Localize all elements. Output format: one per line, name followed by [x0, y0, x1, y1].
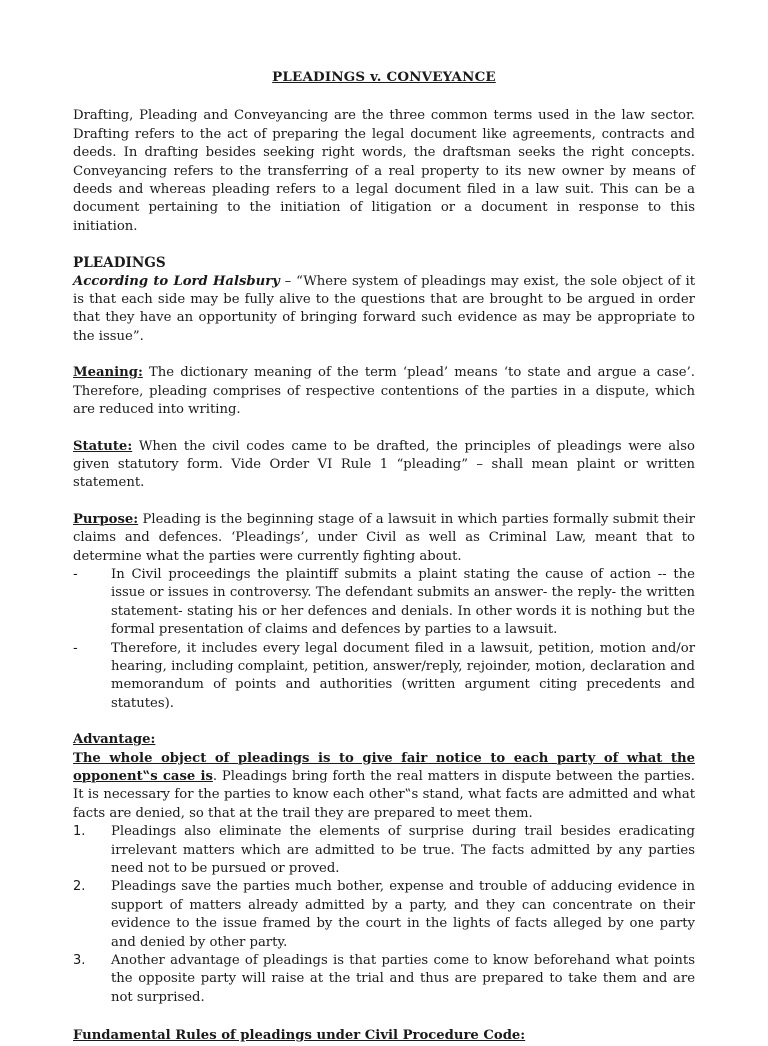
list-number: 1. [73, 824, 86, 840]
advantage-paragraph [73, 750, 695, 824]
advantage-list-item [73, 878, 695, 952]
advantage-heading: Advantage: [73, 732, 156, 748]
intro-paragraph: Drafting, Pleading and Conveyancing are the three common terms used in the law sector. Drafting refers to the act of preparing the legal document like agreements, contracts and deeds. In drafting besides seeking right words, the draftsman seeks the right concepts. Conveyancing refers to the transferring of a real property to its new owner by means of deeds and whereas pleading refers to a legal document filed in a law suit. This can be a document pertaining to the initiation of litigation or a document in response to this initiation. [73, 108, 695, 234]
advantage-list-item [73, 823, 695, 878]
list-item-text: Therefore, it includes every legal document filed in a lawsuit, petition, motion and/or hearing, including complaint, petition, answer/reply, rejoinder, motion, declaration and memorandum of points and authorities (written argument citing precedents and statutes). [111, 640, 695, 711]
statute-paragraph [73, 438, 695, 493]
document-body [73, 68, 695, 1046]
list-number: 3. [73, 953, 86, 969]
list-item-text: Pleadings save the parties much bother, expense and trouble of adducing evidence in support of matters already admitted by a party, and they can concentrate on their evidence to the issue framed by the court in the lights of facts alleged by one party and denied by other party. [111, 879, 695, 950]
list-item-text: Pleadings also eliminate the elements of surprise during trail besides eradicating irrelevant matters which are admitted to be true. The facts admitted by any parties need not to be pursued or proved. [111, 824, 695, 877]
purpose-list-item [73, 566, 695, 640]
purpose-text: Pleading is the beginning stage of a lawsuit in which parties formally submit their claims and defences. ‘Pleadings’, under Civil as well as Criminal Law, meant that to determine what the parties were currently fighting about. [73, 511, 695, 564]
advantage-list-item [73, 952, 695, 1007]
purpose-list-item [73, 640, 695, 714]
meaning-label: Meaning: [73, 365, 143, 381]
list-item-text: In Civil proceedings the plaintiff submits a plaint stating the cause of action -- the issue or issues in controversy. The defendant submits an answer- the reply- the written statement- stating his or her defences and denials. In other words it is nothing but the formal presentation of claims and defences by parties to a lawsuit. [111, 566, 695, 638]
meaning-paragraph [73, 364, 695, 419]
purpose-paragraph [73, 511, 695, 566]
pleadings-heading: PLEADINGS [73, 255, 166, 272]
statute-text: When the civil codes came to be drafted, the principles of pleadings were also given statutory form. Vide Order VI Rule 1 “pleading” – shall mean plaint or written statement. [73, 438, 695, 491]
list-bullet: - [73, 566, 78, 582]
halsbury-paragraph [73, 273, 695, 347]
halsbury-quote: – “Where system of pleadings may exist, the sole object of it is that each side may be fully alive to the questions that are brought to be argued in order that they have an opportunity of bringing forward such evidence as may be appropriate to the issue”. [73, 273, 695, 344]
advantage-text: . Pleadings bring forth the real matters in dispute between the parties. It is necessary for the parties to know each other‟s stand, what facts are admitted and what facts are denied, so that at the trail they are prepared to meet them. [73, 769, 695, 821]
statute-label: Statute: [73, 438, 133, 454]
meaning-text: The dictionary meaning of the term ‘plead’ means ‘to state and argue a case’. Therefore, pleading comprises of respective contentions of the parties in a dispute, which are reduced into writing. [73, 365, 695, 418]
list-bullet: - [73, 640, 78, 656]
advantage-lead: The whole object of pleadings is to give fair notice to each party of what the opponent‟s case is [73, 750, 695, 784]
fundamental-rules-heading: Fundamental Rules of pleadings under Civil Procedure Code: [73, 1028, 526, 1044]
purpose-label: Purpose: [73, 511, 139, 527]
halsbury-label: According to Lord Halsbury [73, 273, 280, 289]
list-item-text: Another advantage of pleadings is that parties come to know beforehand what points the opposite party will raise at the trial and thus are prepared to take them and are not surprised. [111, 953, 695, 1005]
list-number: 2. [73, 879, 86, 895]
document-title: PLEADINGS v. CONVEYANCE [272, 69, 496, 85]
